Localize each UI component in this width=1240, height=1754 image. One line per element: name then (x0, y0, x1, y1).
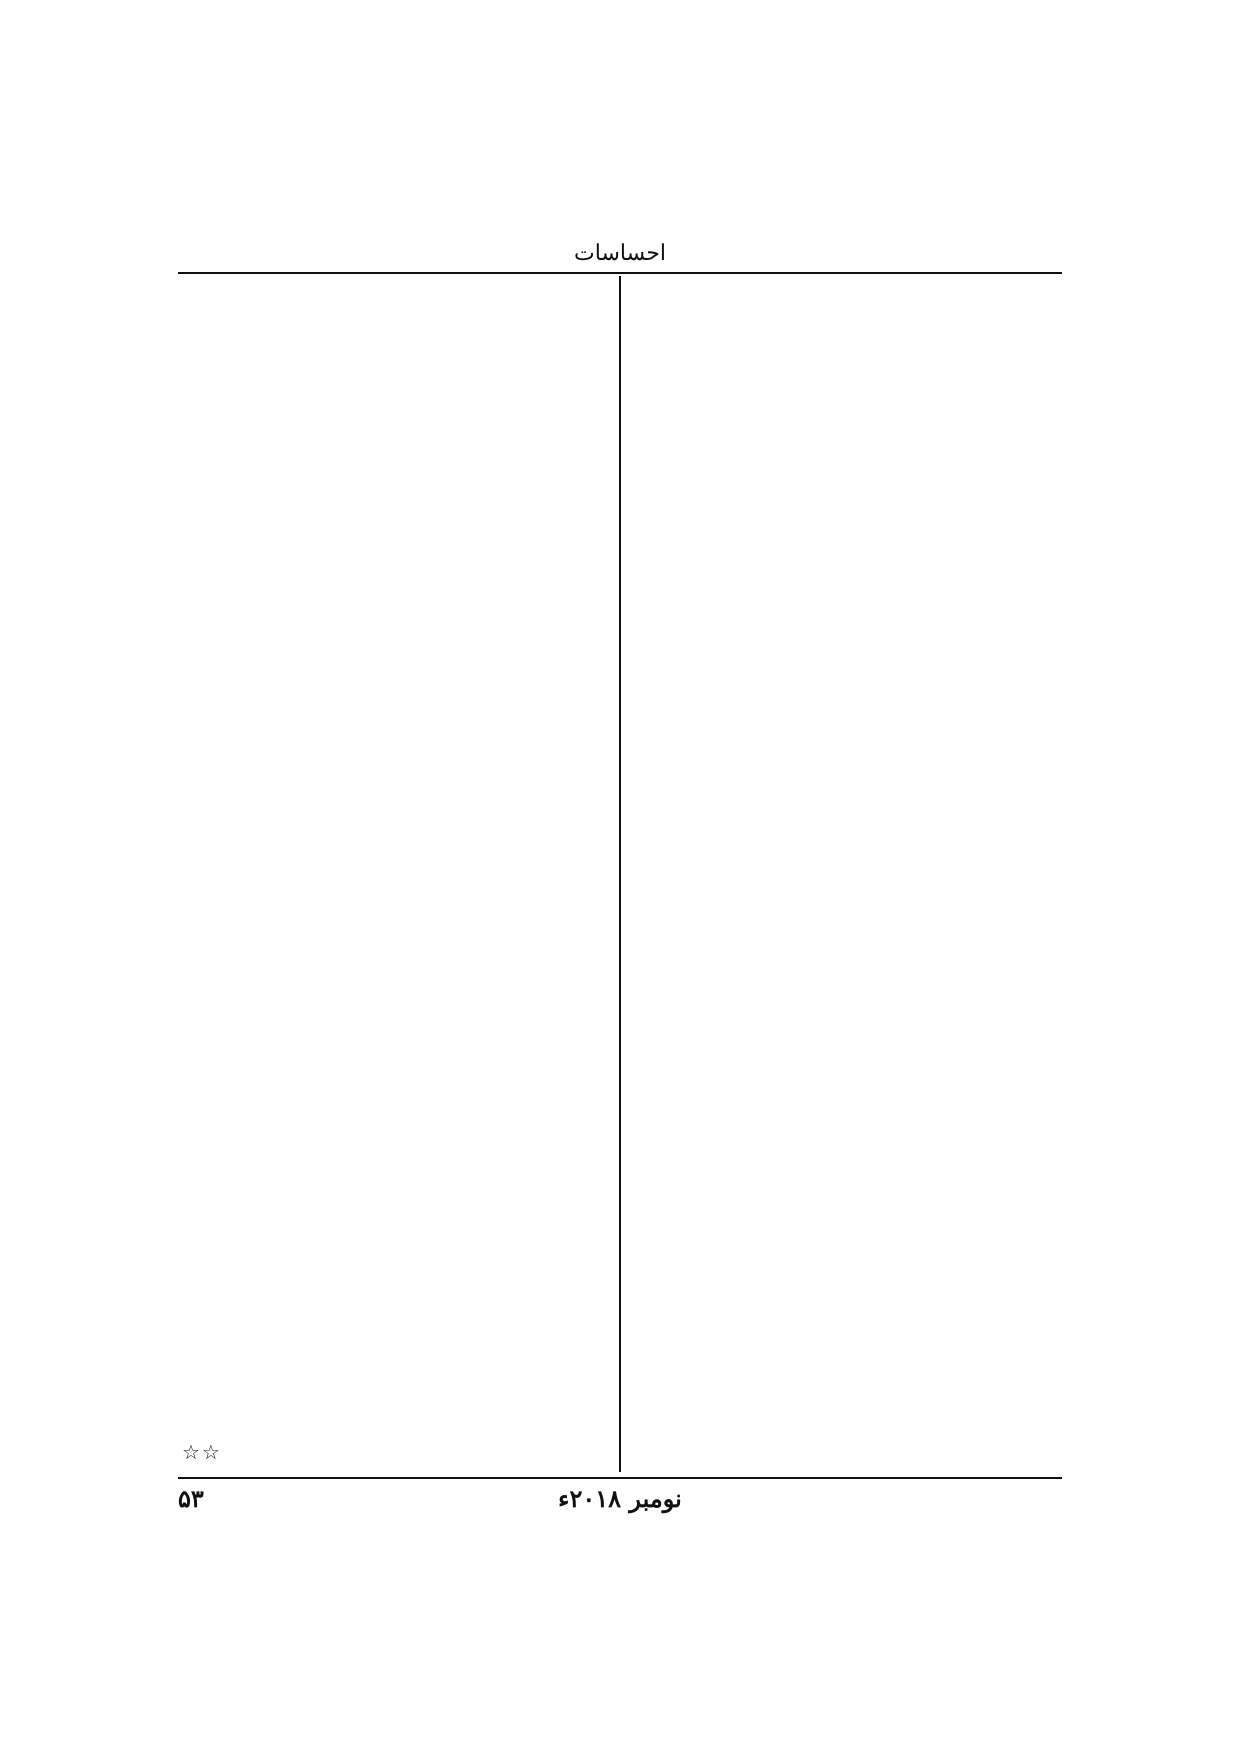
left-column (178, 282, 604, 1472)
page-number: ۵۳ (178, 1484, 204, 1513)
end-ornament: ☆☆ (182, 1440, 222, 1464)
issue-date: نومبر ۲۰۱۸ء (558, 1484, 682, 1513)
bottom-rule (178, 1477, 1062, 1479)
right-column (636, 282, 1062, 1472)
top-rule (178, 272, 1062, 274)
running-head: احساسات (574, 241, 666, 266)
column-divider (619, 276, 621, 1472)
